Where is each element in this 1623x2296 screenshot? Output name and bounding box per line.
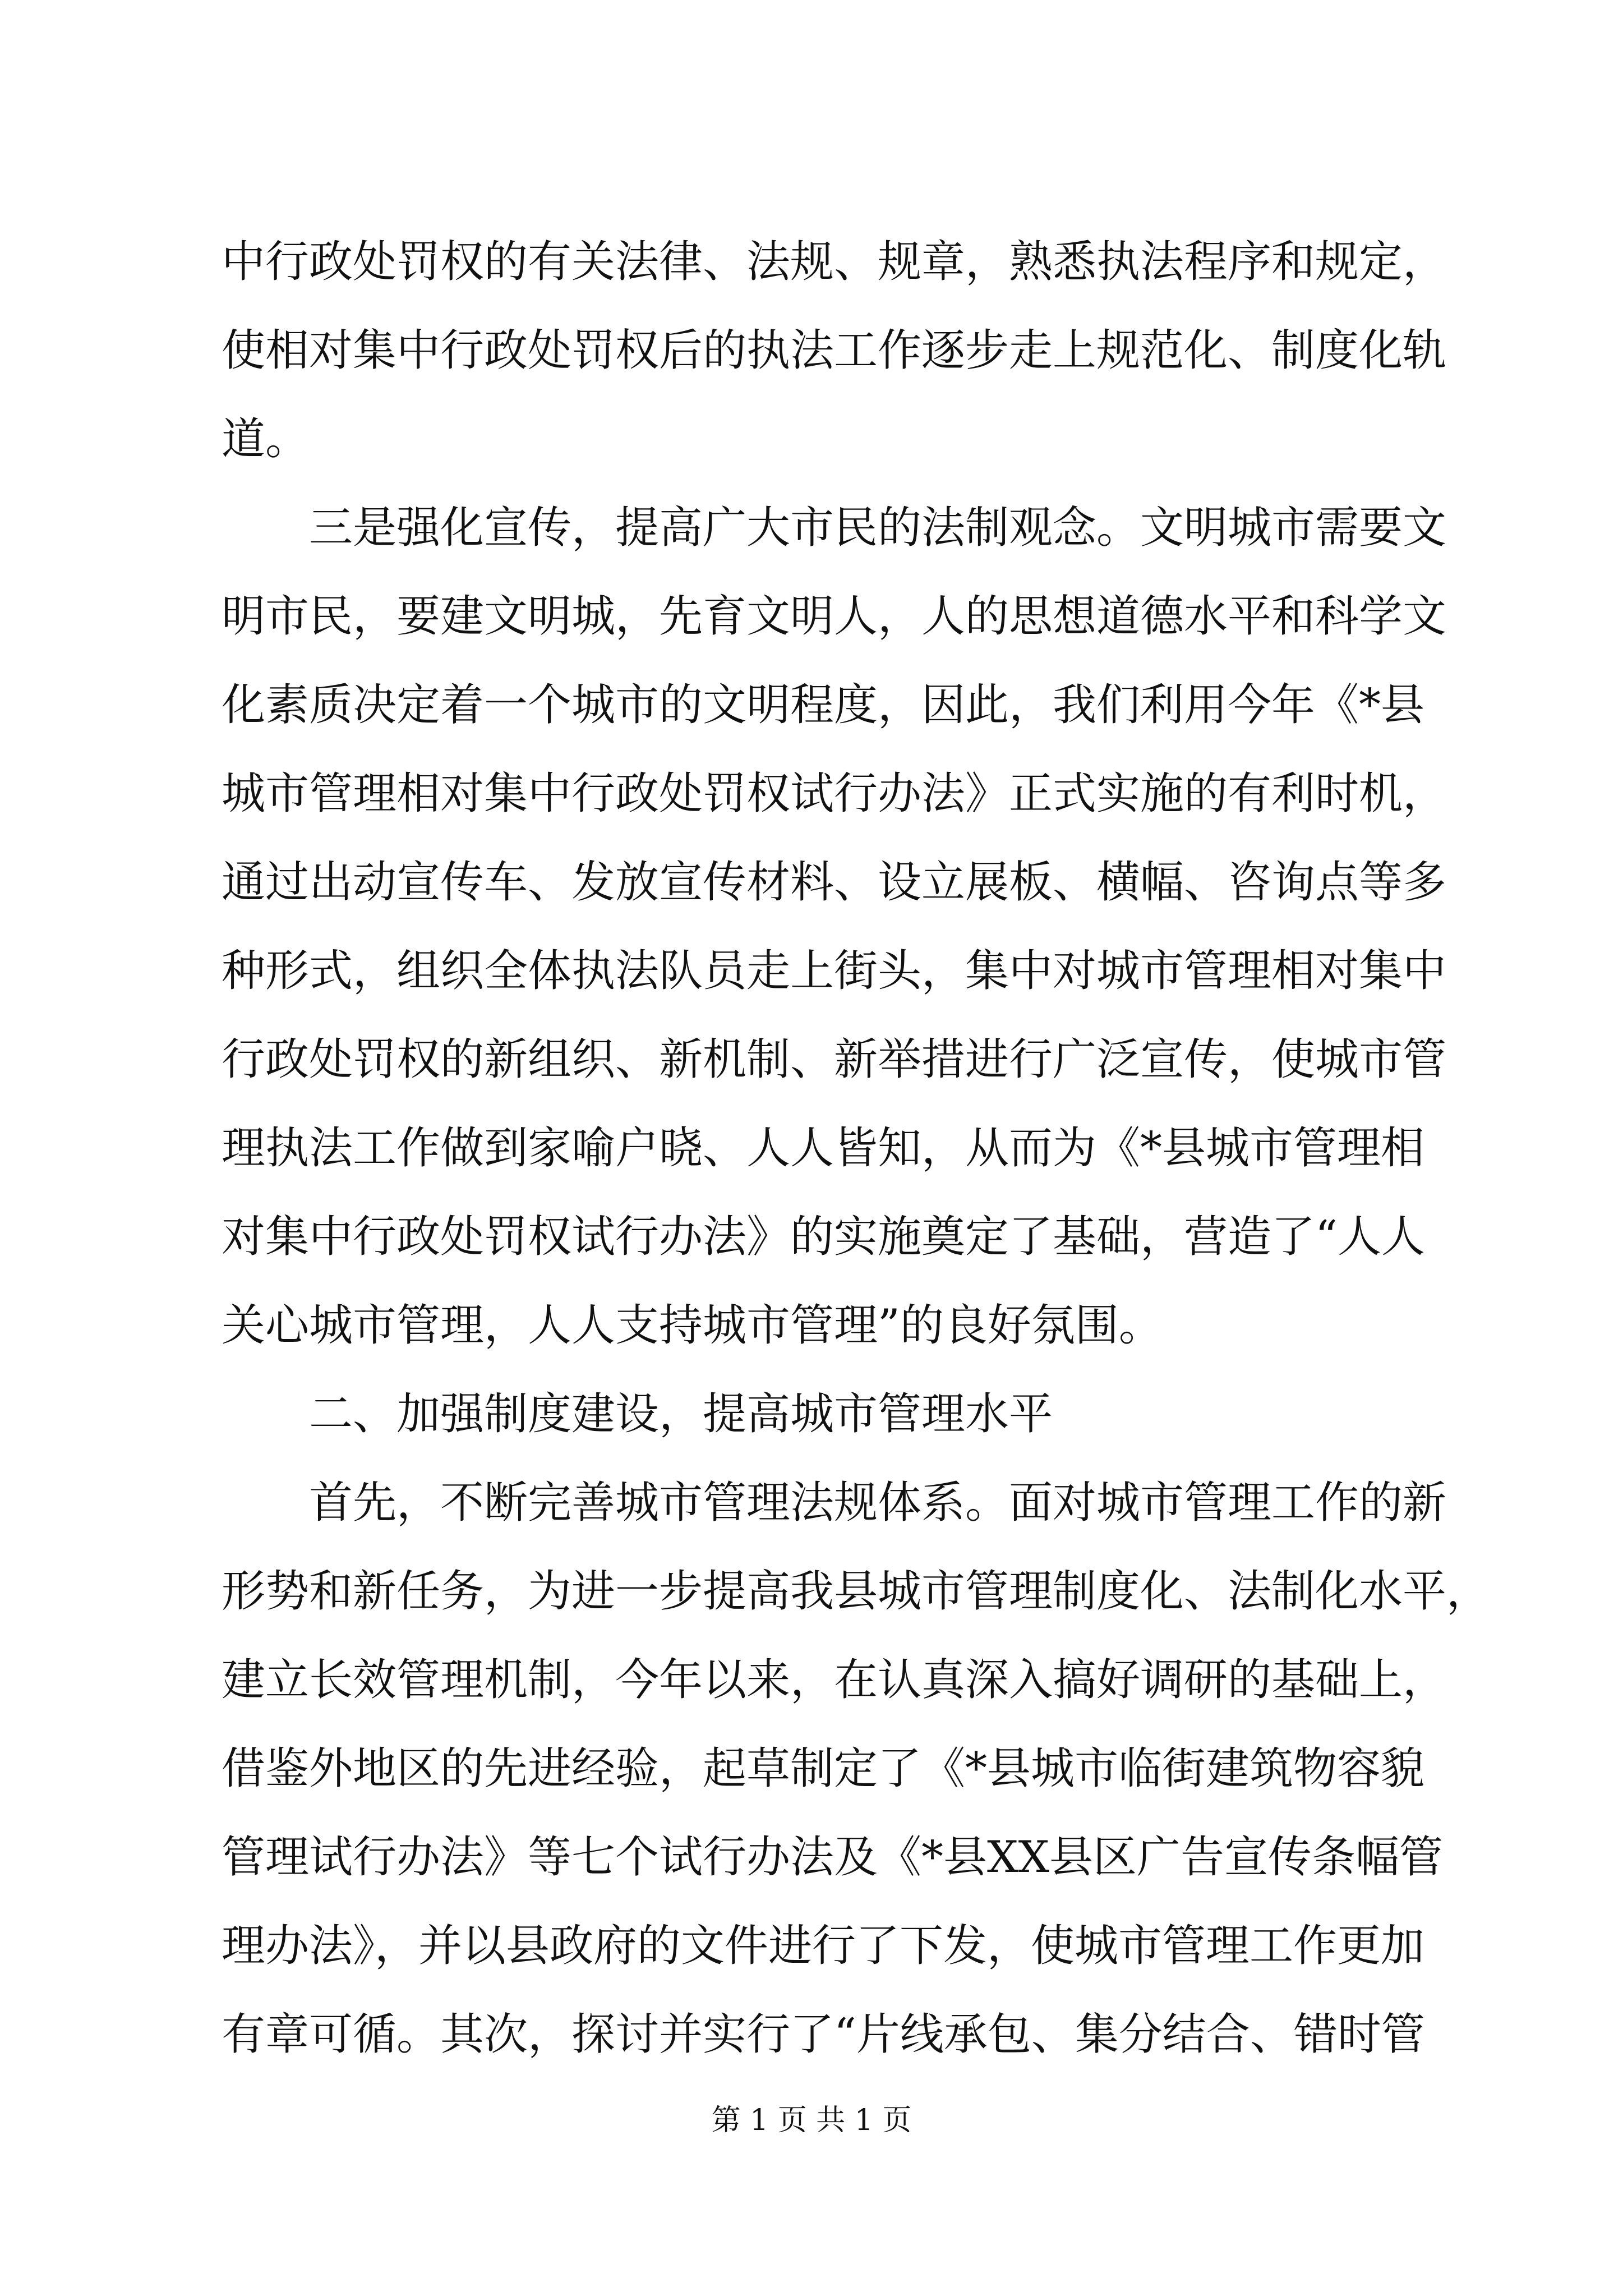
text-line: 道。: [222, 414, 310, 464]
text-line: 化素质决定着一个城市的文明程度，因此，我们利用今年《*县: [222, 680, 1425, 730]
text-line: 行政处罚权的新组织、新机制、新举措进行广泛宣传，使城市管: [222, 1034, 1447, 1085]
text-line: 理执法工作做到家喻户晓、人人皆知，从而为《*县城市管理相: [222, 1123, 1425, 1174]
text-line: 城市管理相对集中行政处罚权试行办法》正式实施的有利时机，: [222, 769, 1447, 819]
section-heading: 二、加强制度建设，提高城市管理水平: [309, 1389, 1053, 1439]
text-line: 建立长效管理机制，今年以来，在认真深入搞好调研的基础上，: [222, 1655, 1447, 1705]
text-line: 首先，不断完善城市管理法规体系。面对城市管理工作的新: [309, 1478, 1447, 1528]
text-line: 关心城市管理，人人支持城市管理”的良好氛围。: [222, 1300, 1163, 1351]
text-line: 种形式，组织全体执法队员走上街头，集中对城市管理相对集中: [222, 946, 1447, 996]
text-line: 理办法》，并以县政府的文件进行了下发，使城市管理工作更加: [222, 1921, 1425, 1971]
text-line: 通过出动宣传车、发放宣传材料、设立展板、横幅、咨询点等多: [222, 857, 1447, 908]
document-body: [222, 218, 1491, 2079]
text-line: 明市民，要建文明城，先育文明人，人的思想道德水平和科学文: [222, 591, 1447, 642]
text-line: 有章可循。其次，探讨并实行了“片线承包、集分结合、错时管: [222, 2009, 1425, 2060]
text-line: 中行政处罚权的有关法律、法规、规章，熟悉执法程序和规定，: [222, 237, 1447, 287]
page-footer: 第 1 页 共 1 页: [711, 2104, 912, 2137]
text-line: 对集中行政处罚权试行办法》的实施奠定了基础，营造了“人人: [222, 1212, 1425, 1262]
text-line: 三是强化宣传，提高广大市民的法制观念。文明城市需要文: [309, 503, 1447, 553]
text-line: 使相对集中行政处罚权后的执法工作逐步走上规范化、制度化轨: [222, 325, 1447, 376]
text-line: 管理试行办法》等七个试行办法及《*县XX县区广告宣传条幅管: [222, 1832, 1444, 1883]
text-line: 形势和新任务，为进一步提高我县城市管理制度化、法制化水平，: [222, 1566, 1491, 1617]
text-line: 借鉴外地区的先进经验，起草制定了《*县城市临街建筑物容貌: [222, 1743, 1425, 1794]
